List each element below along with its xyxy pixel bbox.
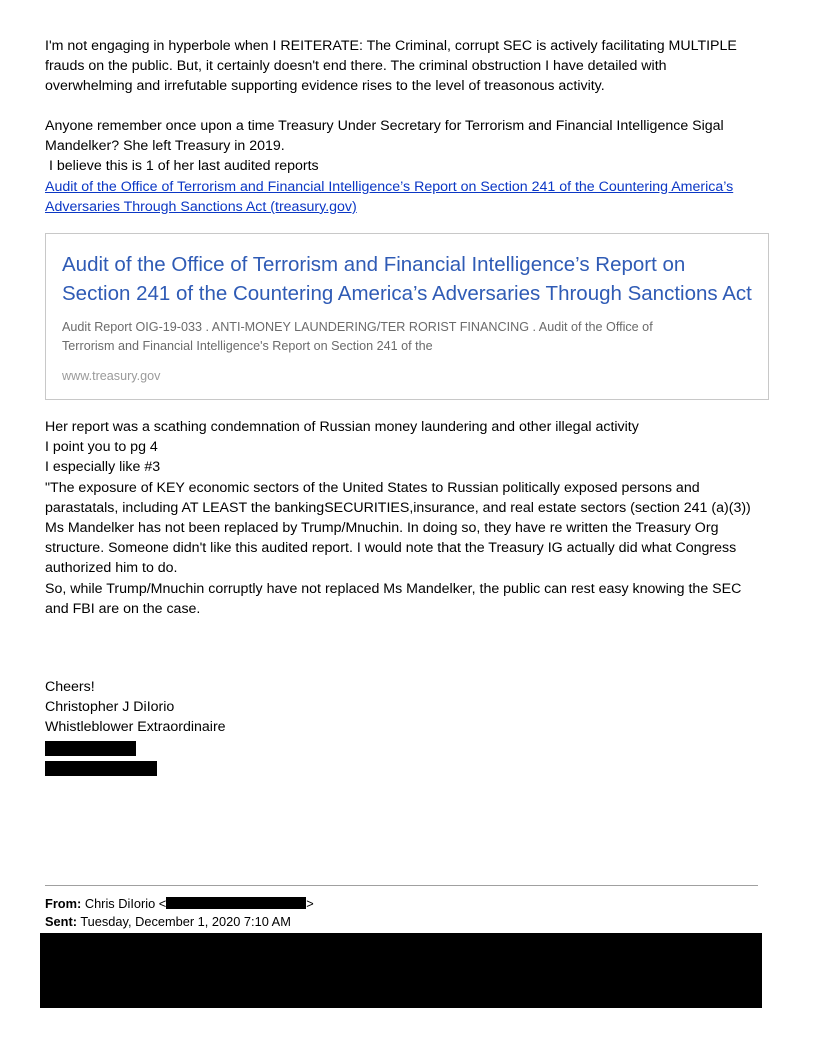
paragraph-line: Mandelker? She left Treasury in 2019. — [45, 138, 285, 155]
audit-report-link-line1[interactable]: Audit of the Office of Terrorism and Financial Intelligence’s Report on Section 241 of the Countering America’s — [45, 178, 734, 195]
from-line — [45, 895, 314, 912]
redaction-bar — [45, 741, 136, 756]
signature-title: Whistleblower Extraordinaire — [45, 719, 226, 736]
paragraph-mandelker — [45, 116, 775, 217]
paragraph-line: Ms Mandelker has not been replaced by Trump/Mnuchin. In doing so, they have re written the Treasury Org — [45, 520, 719, 537]
paragraph-intro — [45, 36, 775, 97]
preview-description-line1: Audit Report OIG-19-033 . ANTI-MONEY LAUNDERING/TER RORIST FINANCING . Audit of the Office of — [62, 320, 653, 334]
preview-title-line1[interactable]: Audit of the Office of Terrorism and Financial Intelligence’s Report on — [62, 253, 686, 276]
sent-value: Tuesday, December 1, 2020 7:10 AM — [80, 914, 291, 929]
preview-description-line2: Terrorism and Financial Intelligence's Report on Section 241 of the — [62, 339, 433, 353]
redaction-bar — [166, 897, 306, 909]
preview-title-line2[interactable]: Section 241 of the Countering America’s Adversaries Through Sanctions Act — [62, 281, 752, 305]
paragraph-line: overwhelming and irrefutable supporting evidence rises to the level of treasonous activity. — [45, 78, 605, 95]
message-divider — [45, 885, 758, 886]
redaction-block — [40, 933, 762, 1008]
paragraph-line: frauds on the public. But, it certainly doesn't end there. The criminal obstruction I have detailed with — [45, 58, 667, 75]
paragraph-line: structure. Someone didn't like this audited report. I would note that the Treasury IG actually did what Congress — [45, 540, 737, 557]
audit-report-link[interactable] — [45, 177, 775, 217]
from-name: Chris DiIorio < — [84, 896, 167, 911]
redaction-bar — [45, 761, 157, 776]
preview-description — [62, 318, 752, 356]
paragraph-line: Anyone remember once upon a time Treasury Under Secretary for Terrorism and Financial Intelligence Sigal — [45, 118, 724, 134]
paragraph-line: I especially like #3 — [45, 459, 161, 476]
paragraph-line: and FBI are on the case. — [45, 600, 201, 617]
audit-report-link-line2[interactable]: Adversaries Through Sanctions Act (treasury.gov) — [45, 198, 357, 215]
signature-name: Christopher J DiIorio — [45, 699, 175, 716]
sent-line — [45, 913, 291, 930]
paragraph-line: authorized him to do. — [45, 560, 178, 577]
paragraph-line: I'm not engaging in hyperbole when I REITERATE: The Criminal, corrupt SEC is actively facilitating MULTIPLE — [45, 38, 737, 54]
paragraph-line: Her report was a scathing condemnation of Russian money laundering and other illegal activity — [45, 419, 639, 435]
sent-label: Sent: — [45, 914, 77, 929]
paragraph-report — [45, 417, 775, 619]
paragraph-line: I believe this is 1 of her last audited reports — [45, 158, 319, 175]
link-preview-card[interactable] — [45, 233, 769, 400]
paragraph-line: I point you to pg 4 — [45, 439, 158, 456]
paragraph-line: So, while Trump/Mnuchin corruptly have not replaced Ms Mandelker, the public can rest easy knowing the SEC — [45, 580, 742, 597]
preview-domain: www.treasury.gov — [62, 369, 161, 383]
from-end: > — [306, 896, 314, 911]
signature-block — [45, 677, 775, 738]
paragraph-line: parastatals, including AT LEAST the bankingSECURITIES,insurance, and real estate sectors (section 241 (a)(3)) — [45, 499, 751, 516]
preview-title[interactable] — [62, 251, 762, 308]
signature-closing: Cheers! — [45, 679, 95, 695]
paragraph-line: "The exposure of KEY economic sectors of the United States to Russian politically exposed persons and — [45, 479, 700, 496]
from-label: From: — [45, 896, 82, 911]
